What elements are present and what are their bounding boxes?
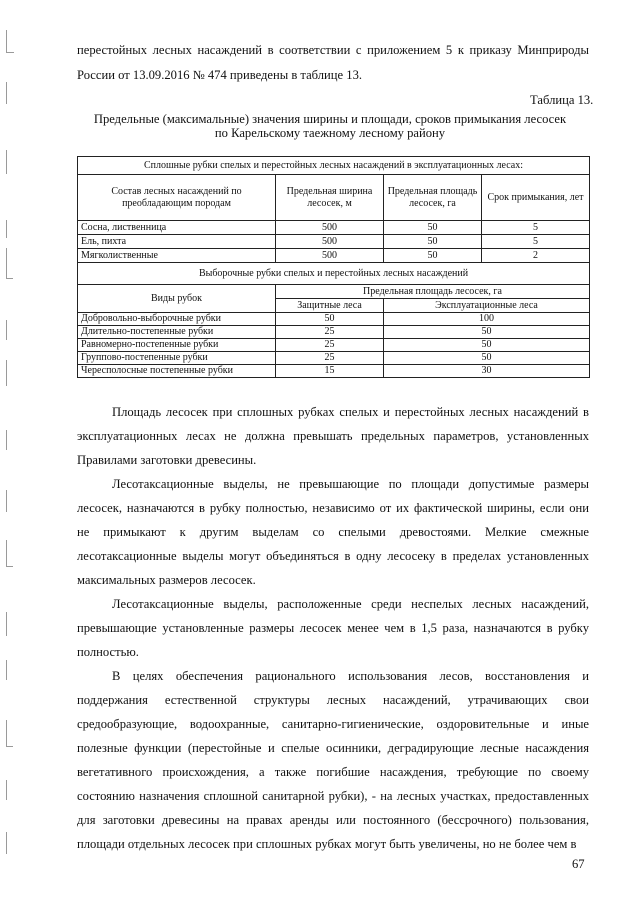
intro-line-2: России от 13.09.2016 № 474 приведены в таблице 13. <box>77 68 363 82</box>
header-composition: Состав лесных насаждений по преобладающим породам <box>78 175 276 221</box>
table-row: Ель, пихта 500 50 5 <box>78 235 590 249</box>
para4-line-5: вегетативного происхождения, а также погибшие насаждения, требующие по своему <box>77 765 589 779</box>
table-row: Равномерно-постепенные рубки 25 50 <box>78 339 590 352</box>
para4-line-4: полезные функции (перестойные и спелые осинники, деградирующие лесные насаждения <box>77 741 589 755</box>
para4-line-2: поддержания естественной структуры лесных насаждений, утрачивающих свои <box>77 693 589 707</box>
header-max-area: Предельная площадь лесосек, га <box>384 175 482 221</box>
intro-line-1: перестойных лесных насаждений в соответствии с приложением 5 к приказу Минприроды <box>77 43 589 57</box>
table-row: Группово-постепенные рубки 25 50 <box>78 352 590 365</box>
para3-line-1: Лесотаксационные выделы, расположенные среди неспелых лесных насаждений, <box>112 597 589 611</box>
para1-line-1: Площадь лесосек при сплошных рубках спелых и перестойных лесных насаждений в <box>112 405 589 419</box>
table-number: Таблица 13. <box>530 93 594 107</box>
header-adjacency-term: Срок примыкания, лет <box>482 175 590 221</box>
page-number: 67 <box>572 857 585 871</box>
binding-margin-marks <box>6 20 20 890</box>
para3-line-2: превышающие установленные размеры лесосек менее чем в 1,5 раза, назначаются в рубку <box>77 621 589 635</box>
header-exploitation: Эксплуатационные леса <box>384 299 590 313</box>
section-header-selective: Выборочные рубки спелых и перестойных лесных насаждений <box>78 263 590 285</box>
table-row: Сосна, лиственница 500 50 5 <box>78 221 590 235</box>
para4-line-1: В целях обеспечения рационального использования лесов, восстановления и <box>112 669 589 683</box>
table-row: Добровольно-выборочные рубки 50 100 <box>78 313 590 326</box>
table-row: Мягколиственные 500 50 2 <box>78 249 590 263</box>
section-header-clearcut: Сплошные рубки спелых и перестойных лесных насаждений в эксплуатационных лесах: <box>78 157 590 175</box>
para2-line-4: лесотаксационные выделы могут объединяться в одну лесосеку в пределах установленных <box>77 549 589 563</box>
table-caption-line-1: Предельные (максимальные) значения ширины и площади, сроков примыкания лесосек <box>93 112 567 126</box>
table-caption-line-2: по Карельскому таежному лесному району <box>214 126 446 140</box>
table-13 <box>77 156 590 378</box>
header-area-limit: Предельная площадь лесосек, га <box>276 285 590 299</box>
para2-line-5: максимальных размеров лесосек. <box>77 573 256 587</box>
para4-line-6: состоянию назначения сплошной санитарной рубки), - на лесных участках, предоставленных <box>77 789 589 803</box>
para1-line-3: Правилами заготовки древесины. <box>77 453 257 467</box>
para4-line-3: средообразующие, водоохранные, санитарно-гигиенические, оздоровительные и иные <box>77 717 589 731</box>
para2-line-2: лесосек, назначаются в рубку полностью, независимо от их фактической ширины, если они <box>77 501 589 515</box>
table-row: Чересполосные постепенные рубки 15 30 <box>78 365 590 378</box>
header-max-width: Предельная ширина лесосек, м <box>276 175 384 221</box>
para2-line-1: Лесотаксационные выделы, не превышающие по площади допустимые размеры <box>112 477 589 491</box>
para4-line-8: площади отдельных лесосек при сплошных рубках могут быть увеличены, но не более чем в <box>77 837 577 851</box>
para2-line-3: не примыкают к другим выделам со спелыми древостоями. Мелкие смежные <box>77 525 589 539</box>
header-cut-types: Виды рубок <box>78 285 276 313</box>
para4-line-7: для заготовки древесины на правах аренды или постоянного (бессрочного) пользования, <box>77 813 589 827</box>
para1-line-2: эксплуатационных лесах не должна превышать предельных параметров, установленных <box>77 429 589 443</box>
header-protective: Защитные леса <box>276 299 384 313</box>
table-row: Длительно-постепенные рубки 25 50 <box>78 326 590 339</box>
para3-line-3: полностью. <box>77 645 139 659</box>
